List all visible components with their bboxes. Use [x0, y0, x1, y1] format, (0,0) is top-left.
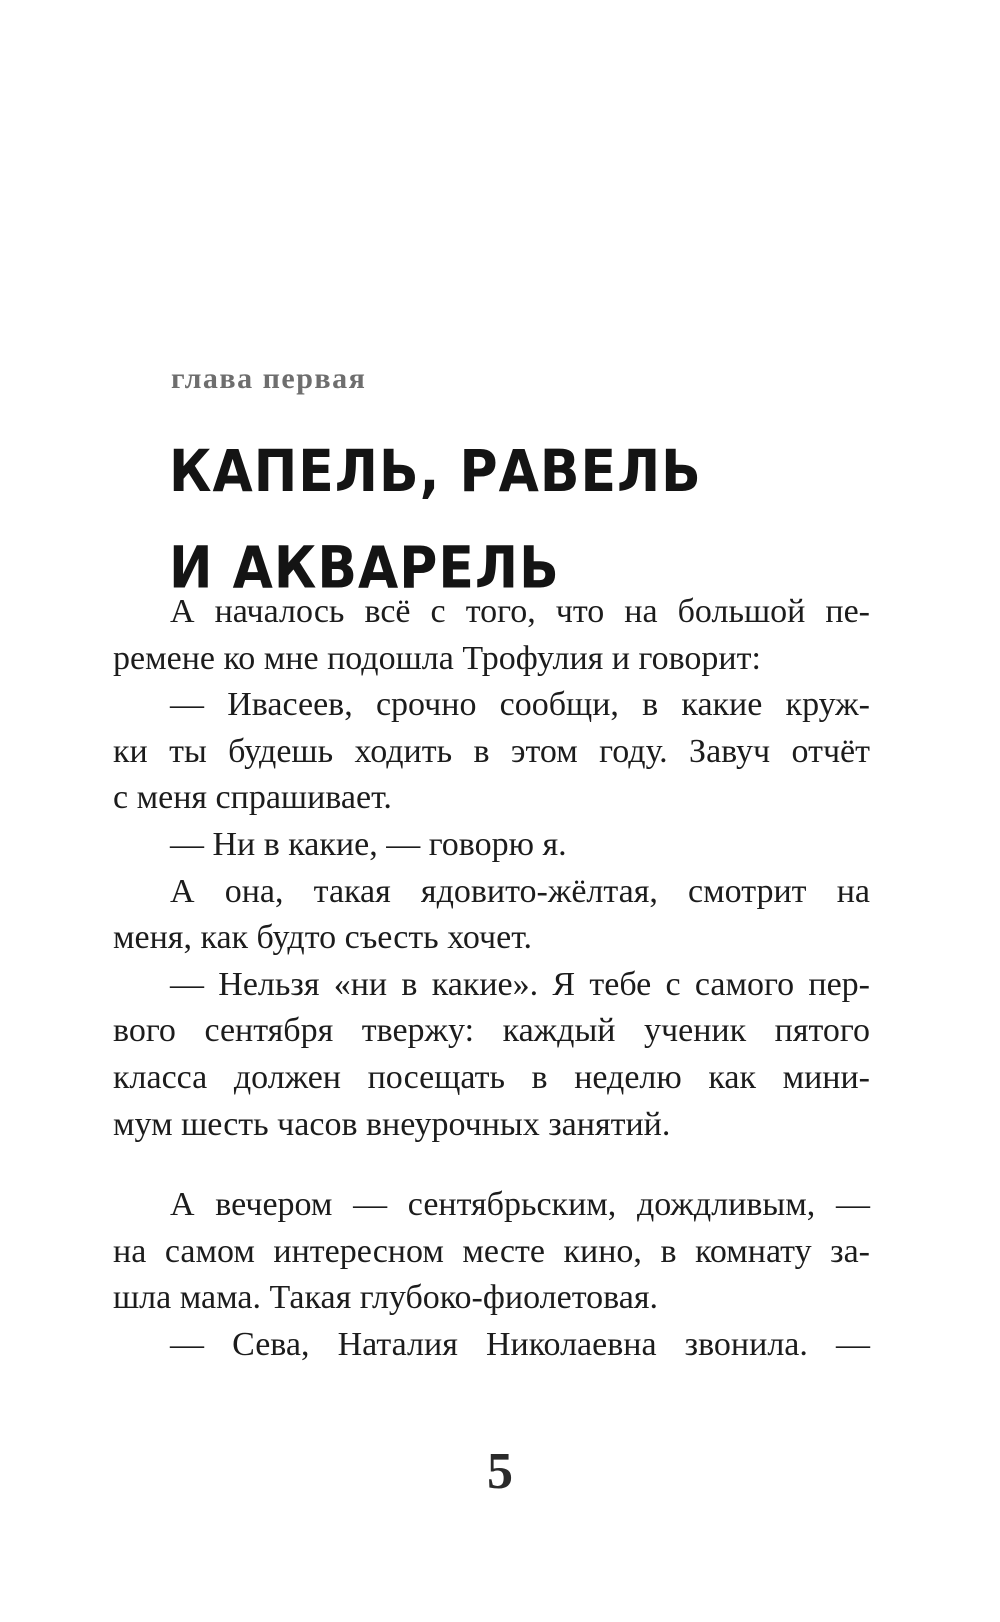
text-line: — Ивасеев, срочно сообщи, в какие круж- [170, 686, 870, 724]
chapter-title-line: И АКВАРЕЛЬ [169, 534, 560, 603]
text-line: ки ты будешь ходить в этом году. Завуч отчёт [113, 732, 870, 770]
text-line: — Нельзя «ни в какие». Я тебе с самого пер- [170, 965, 870, 1003]
text-block-1 [113, 589, 870, 1148]
chapter-title [169, 424, 702, 617]
text-line: шла мама. Такая глубоко-фиолетовая. [113, 1279, 658, 1317]
text-block-2 [113, 1182, 870, 1368]
chapter-title-line: КАПЕЛЬ, РАВЕЛЬ [169, 438, 702, 506]
text-line: меня, как будто съесть хочет. [113, 919, 533, 957]
text-line: ремене ко мне подошла Трофулия и говорит: [113, 639, 761, 677]
text-line: А началось всё с того, что на большой пе- [170, 593, 870, 630]
text-line: А она, такая ядовито-жёлтая, смотрит на [170, 872, 870, 910]
text-line: на самом интересном месте кино, в комнату за- [113, 1232, 870, 1270]
text-line: с меня спрашивает. [113, 779, 392, 817]
page-number: 5 [487, 1443, 513, 1500]
text-line: класса должен посещать в неделю как мини- [113, 1058, 870, 1096]
text-line: А вечером — сентябрьским, дождливым, — [170, 1186, 870, 1223]
chapter-label: глава первая [171, 362, 367, 395]
text-line: мум шесть часов внеурочных занятий. [113, 1105, 671, 1143]
text-line: вого сентября твержу: каждый ученик пятого [113, 1012, 870, 1050]
text-line: — Ни в какие, — говорю я. [170, 825, 567, 863]
text-line: — Сева, Наталия Николаевна звонила. — [170, 1325, 870, 1363]
